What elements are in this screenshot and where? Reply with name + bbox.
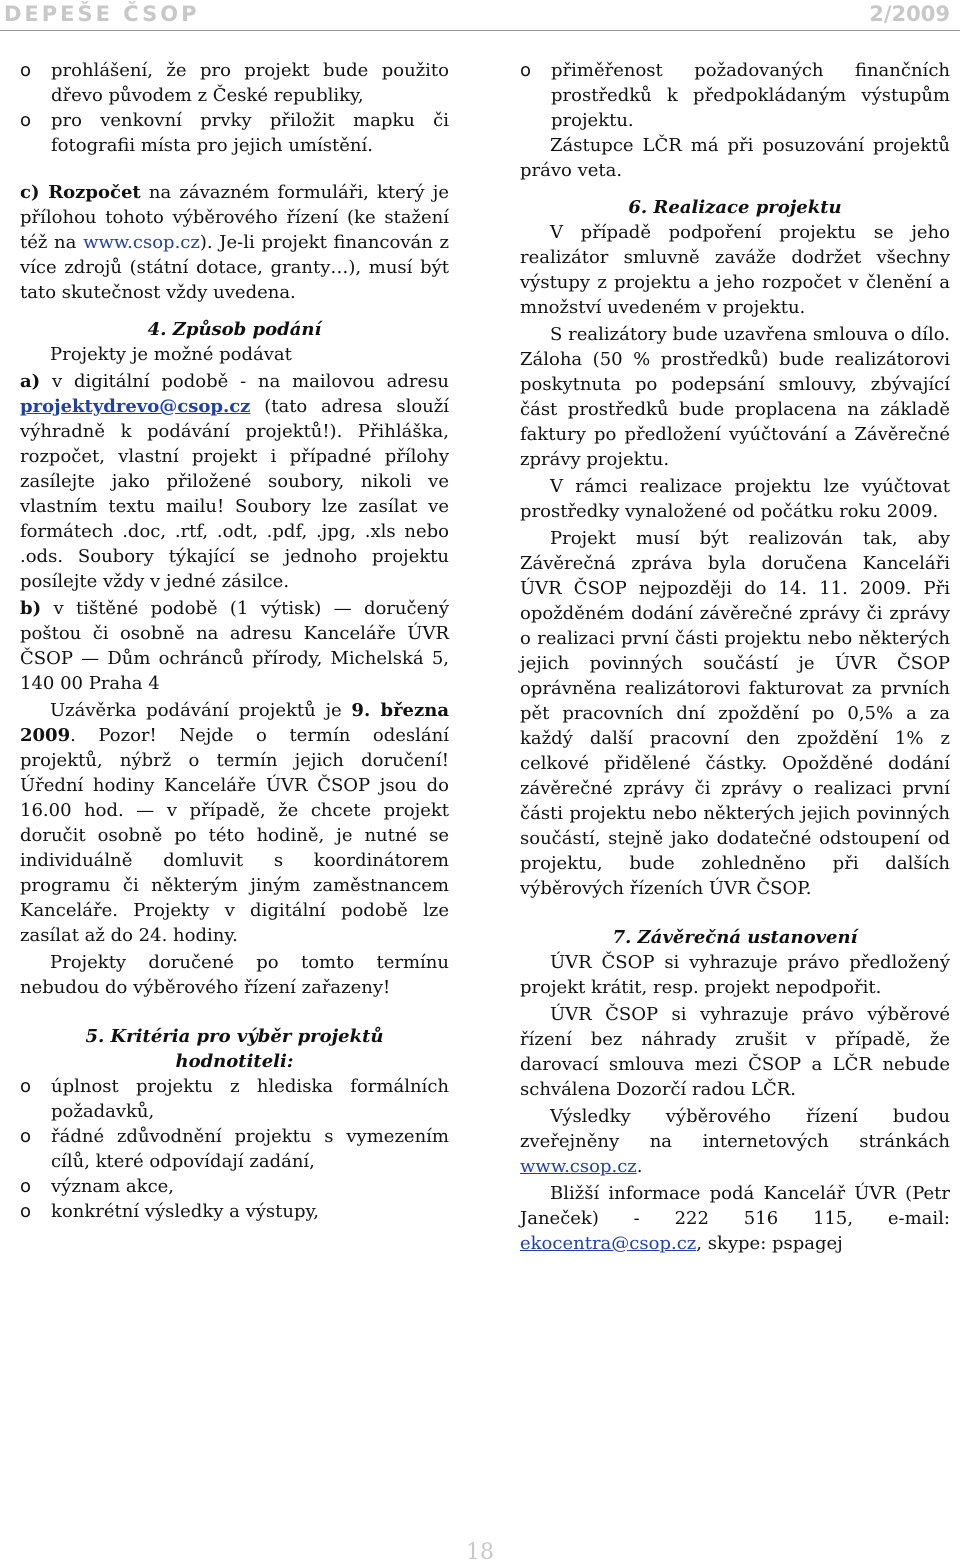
section-4-heading: 4. Způsob podání (147, 319, 322, 340)
bullet-marker: o (20, 1126, 32, 1147)
page-header (0, 0, 960, 31)
list-item: o přiměřenost požadovaných finančních prostředků k předpokládaným výstupům projektu. (520, 60, 950, 131)
bullet-marker: o (20, 1201, 32, 1222)
realization-paragraph-2: S realizátory bude uzavřena smlouva o dílo. Záloha (50 % prostředků) bude realizátorovi poskytnuta po podepsání smlouvy, zbývající část prostředků bude proplacena na základě faktury po předložení vyúčtování a Závěrečné zprávy projektu. (520, 324, 950, 470)
submission-email-link[interactable]: projektydrevo@csop.cz (20, 396, 251, 417)
bullet-marker: o (20, 1176, 32, 1197)
budget-label: c) Rozpočet (20, 182, 141, 203)
print-submission: b) v tištěné podobě (1 výtisk) — doručený poštou či osobně na adresu Kanceláře ÚVR ČSOP — Dům ochránců přírody, Michelská 5, 140 00 Praha 4 (20, 598, 449, 694)
contact-paragraph: Bližší informace podá Kancelář ÚVR (Petr Janeček) - 222 516 115, e-mail: ekocentra@csop.cz, skype: pspagej (520, 1183, 950, 1254)
list-item: o pro venkovní prvky přiložit mapku či fotografii místa pro jejich umístění. (20, 110, 449, 156)
contact-email-link[interactable]: ekocentra@csop.cz (520, 1233, 697, 1254)
deadline-date: 9. března 2009 (20, 700, 449, 746)
csop-link[interactable]: www.csop.cz (83, 232, 200, 253)
left-column (20, 58, 449, 1224)
right-column (520, 58, 950, 1258)
realization-paragraph-3: V rámci realizace projektu lze vyúčtovat prostředky vynaložené od počátku roku 2009. (520, 476, 950, 522)
section-7-heading: 7. Závěrečná ustanovení (612, 927, 858, 948)
publication-title: DEPEŠE ČSOP (4, 2, 200, 26)
budget-paragraph: c) Rozpočet na závazném formuláři, který je přílohou tohoto výběrového řízení (ke stažení též na www.csop.cz). Je-li projekt financován z více zdrojů (státní dotace, granty…), musí být tato skutečnost vždy uvedena. (20, 182, 450, 303)
final-provisions-paragraph-1: ÚVR ČSOP si vyhrazuje právo předložený projekt krátit, resp. projekt nepodpořit. (520, 952, 950, 998)
section-5-heading: 5. Kritéria pro výběr projektů hodnotiteli: (85, 1026, 384, 1072)
bullet-marker: o (520, 60, 532, 81)
submission-intro: Projekty je možné podávat (50, 344, 292, 365)
veto-paragraph: Zástupce LČR má při posuzování projektů právo veta. (520, 135, 950, 181)
realization-paragraph-1: V případě podpoření projektu se jeho realizátor smluvně zaváže dodržet všechny výstupy z projektu a jeho rozpočet v členění a množství uvedeném v projektu. (520, 222, 950, 318)
results-paragraph: Výsledky výběrového řízení budou zveřejněny na internetových stránkách www.csop.cz. (520, 1106, 950, 1177)
csop-website-link[interactable]: www.csop.cz (520, 1156, 637, 1177)
bullet-marker: o (20, 110, 32, 131)
late-submission-note: Projekty doručené po tomto termínu nebudou do výběrového řízení zařazeny! (20, 952, 449, 998)
list-item: o význam akce, (20, 1176, 175, 1197)
list-item: o prohlášení, že pro projekt bude použito dřevo původem z České republiky, (20, 60, 449, 106)
bullet-marker: o (20, 1076, 32, 1097)
bullet-marker: o (20, 60, 32, 81)
section-6-heading: 6. Realizace projektu (628, 197, 842, 218)
list-item: o úplnost projektu z hlediska formálních požadavků, (20, 1076, 449, 1122)
option-b-label: b) (20, 598, 42, 619)
final-provisions-paragraph-2: ÚVR ČSOP si vyhrazuje právo výběrové řízení bez náhrady zrušit v případě, že darovací smlouva mezi ČSOP a LČR nebude schválena Dozorčí radou LČR. (520, 1004, 950, 1100)
issue-number: 2/2009 (869, 2, 950, 26)
deadline-paragraph: Uzávěrka podávání projektů je 9. března 2009. Pozor! Nejde o termín odeslání projektů, nýbrž o termín jejich doručení! Úřední hodiny Kanceláře ÚVR ČSOP jsou do 16.00 hod. — v případě, že chcete projekt doručit osobně po této hodině, je nutné se individuálně domluvit s koordinátorem programu či některým jiným zaměstnancem Kanceláře. Projekty v digitální podobě lze zasílat až do 24. hodiny. (20, 700, 449, 946)
digital-submission: a) v digitální podobě - na mailovou adresu projektydrevo@csop.cz (tato adresa slouží výhradně k podávání projektů!). Přihláška, rozpočet, vlastní projekt i případné přílohy zasílejte jako přiložené soubory, nikoli ve vlastním textu mailu! Soubory lze zasílat ve formátech .doc, .rtf, .odt, .pdf, .jpg, .xls nebo .ods. Soubory týkající se jednoho projektu posílejte vždy v jedné zásilce. (20, 371, 449, 592)
option-a-label: a) (20, 371, 41, 392)
realization-paragraph-4: Projekt musí být realizován tak, aby Závěrečná zpráva byla doručena Kanceláři ÚVR ČSOP nejpozději do 14. 11. 2009. Při opožděném dodání závěrečné zprávy či zprávy o realizaci první části projektu nebo některých jejich povinných součástí je ÚVR ČSOP oprávněna realizátorovi fakturovat za prvních pět pracovních dní zpoždění po 0,5% a za každý další pracovní den zpoždění 1% z celkové přidělené částky. Opožděné dodání závěrečné zprávy či zprávy o realizaci první části projektu nebo některých jejich povinných součástí, stejně jako dodatečné odstoupení od projektu, bude zohledněno při dalších výběrových řízeních ÚVR ČSOP. (520, 528, 950, 899)
page-number: 18 (466, 1540, 494, 1565)
list-item: o konkrétní výsledky a výstupy, (20, 1201, 319, 1222)
list-item: o řádné zdůvodnění projektu s vymezením cílů, které odpovídají zadání, (20, 1126, 449, 1172)
